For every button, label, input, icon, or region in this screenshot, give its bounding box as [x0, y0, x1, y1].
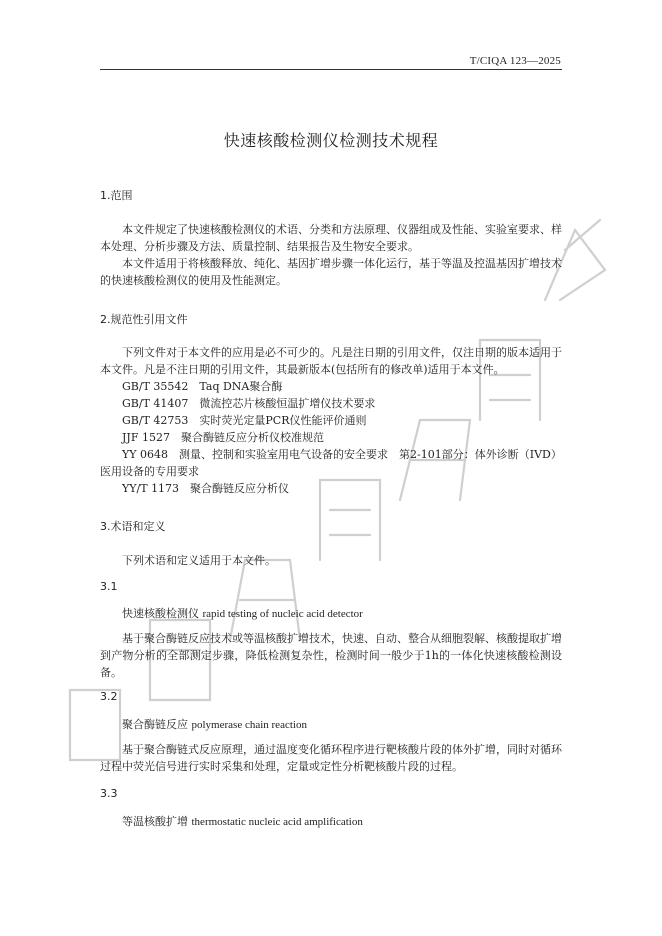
section-3-intro-block	[100, 552, 562, 569]
term-name-en: thermostatic nucleic acid amplification	[191, 816, 363, 828]
section-1-paragraph-2: 本文件适用于将核酸释放、纯化、基因扩增步骤一体化运行，基于等温及控温基因扩增技术的快速核酸检测仪的使用及性能测定。	[100, 257, 562, 287]
standard-code: T/CIQA 123—2025	[469, 55, 561, 67]
term-number: 3.1	[100, 580, 118, 593]
term-name-en: polymerase chain reaction	[191, 719, 307, 731]
term-name-zh: 聚合酶链反应	[122, 718, 188, 731]
reference-item: GB/T 42753 实时荧光定量PCR仪性能评价通则	[122, 414, 367, 427]
document-title: 快速核酸检测仪检测技术规程	[223, 131, 439, 150]
section-1-body	[100, 221, 562, 289]
term-definition: 基于聚合酶链式反应原理，通过温度变化循环程序进行靶核酸片段的体外扩增，同时对循环过程中荧光信号进行实时采集和处理，定量或定性分析靶核酸片段的过程。	[100, 743, 562, 773]
section-3-intro: 下列术语和定义适用于本文件。	[122, 554, 276, 567]
section-2-body	[100, 344, 562, 497]
term-number: 3.3	[100, 787, 118, 800]
section-2-intro: 下列文件对于本文件的应用是必不可少的。凡是注日期的引用文件，仅注日期的版本适用于本文件。凡是不注日期的引用文件，其最新版本(包括所有的修改单)适用于本文件。	[100, 346, 562, 376]
term-name	[122, 813, 363, 829]
section-1-heading: 1.范围	[100, 189, 133, 202]
term-name-zh: 等温核酸扩增	[122, 815, 188, 828]
header-rule	[100, 69, 562, 70]
reference-item: YY 0648 测量、控制和实验室用电气设备的安全要求 第2-101部分：体外诊断（IVD）	[122, 448, 562, 461]
reference-item: GB/T 41407 微流控芯片核酸恒温扩增仪技术要求	[122, 397, 376, 410]
term-name-en: rapid testing of nucleic acid detector	[202, 608, 363, 620]
section-3-heading: 3.术语和定义	[100, 520, 166, 533]
term-definition: 基于聚合酶链反应技术或等温核酸扩增技术，快速、自动、整合从细胞裂解、核酸提取扩增到产物分析的全部测定步骤，降低检测复杂性，检测时间一般少于1h的一体化快速核酸检测设备。	[100, 632, 562, 679]
watermark-stroke	[230, 560, 300, 640]
term-name-zh: 快速核酸检测仪	[122, 607, 199, 620]
term-name	[122, 605, 363, 621]
reference-item: JJF 1527 聚合酶链反应分析仪校准规范	[122, 431, 324, 444]
reference-item: GB/T 35542 Taq DNA聚合酶	[122, 380, 283, 393]
reference-item-continuation: 医用设备的专用要求	[100, 465, 199, 478]
term-definition-block	[100, 741, 562, 775]
term-number: 3.2	[100, 690, 118, 703]
term-definition-block	[100, 630, 562, 681]
section-2-heading: 2.规范性引用文件	[100, 313, 188, 326]
reference-item: YY/T 1173 聚合酶链反应分析仪	[122, 482, 290, 495]
term-name	[122, 716, 307, 732]
section-1-paragraph-1: 本文件规定了快速核酸检测仪的术语、分类和方法原理、仪器组成及性能、实验室要求、样本处理、分析步骤及方法、质量控制、结果报告及生物安全要求。	[100, 223, 562, 253]
